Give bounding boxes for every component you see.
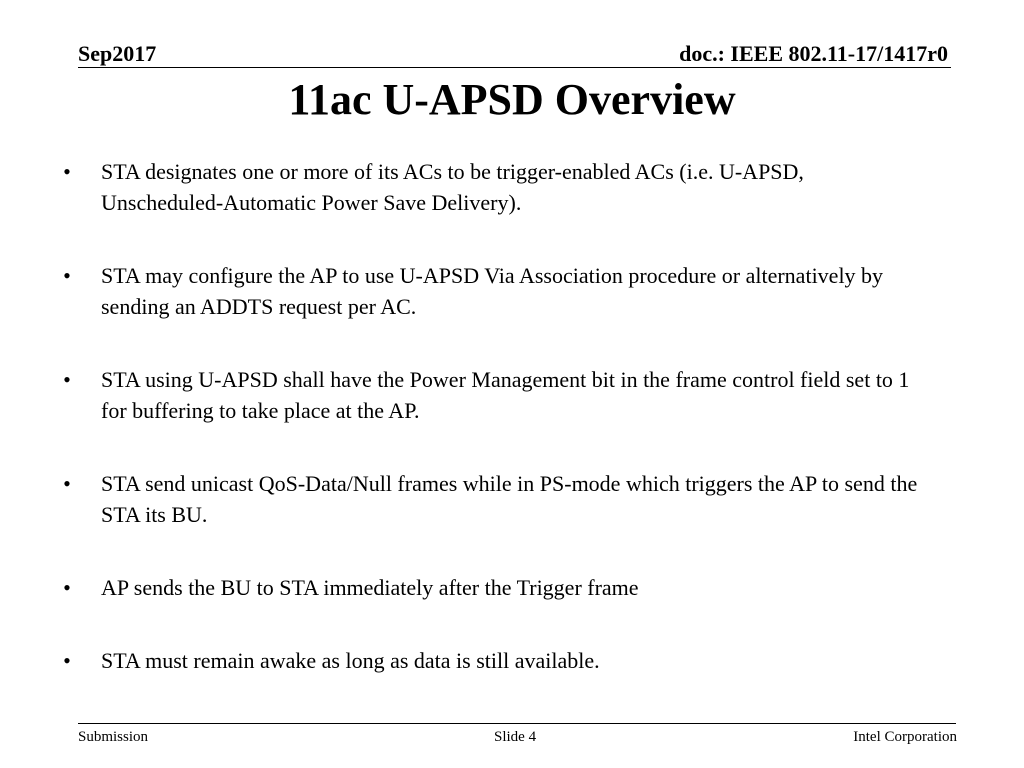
footer-submission: Submission (78, 729, 149, 745)
bullet-text: STA may configure the AP to use U-APSD Via Association procedure or alternatively by sending an ADDTS request per AC. (101, 263, 884, 319)
bullet-icon: • (63, 471, 71, 496)
bullet-item (0, 572, 931, 603)
footer-divider (78, 723, 956, 724)
slide-title: 11ac U-APSD Overview (288, 75, 736, 124)
bullet-item (0, 645, 931, 676)
header-date: Sep2017 (78, 41, 157, 66)
header-doc-id: doc.: IEEE 802.11-17/1417r0 (679, 41, 948, 66)
bullet-text: AP sends the BU to STA immediately after the Trigger frame (101, 575, 639, 600)
bullet-text: STA designates one or more of its ACs to be trigger-enabled ACs (i.e. U-APSD, Unscheduled-Automatic Power Save Delivery). (101, 159, 804, 215)
bullet-item (0, 364, 931, 426)
bullet-icon: • (63, 575, 71, 600)
bullet-icon: • (63, 367, 71, 392)
bullet-icon: • (63, 159, 71, 184)
bullet-item (0, 260, 931, 322)
bullet-item (0, 468, 931, 530)
footer-slide-number: Slide 4 (494, 729, 537, 745)
bullet-item (0, 156, 931, 218)
bullet-list (0, 156, 1024, 676)
bullet-icon: • (63, 263, 71, 288)
bullet-icon: • (63, 648, 71, 673)
footer-organization: Intel Corporation (853, 729, 957, 745)
bullet-text: STA send unicast QoS-Data/Null frames while in PS-mode which triggers the AP to send the STA its BU. (101, 471, 918, 527)
bullet-text: STA must remain awake as long as data is still available. (101, 648, 600, 673)
header-divider (78, 67, 951, 68)
bullet-text: STA using U-APSD shall have the Power Management bit in the frame control field set to 1 for buffering to take place at the AP. (101, 367, 910, 423)
